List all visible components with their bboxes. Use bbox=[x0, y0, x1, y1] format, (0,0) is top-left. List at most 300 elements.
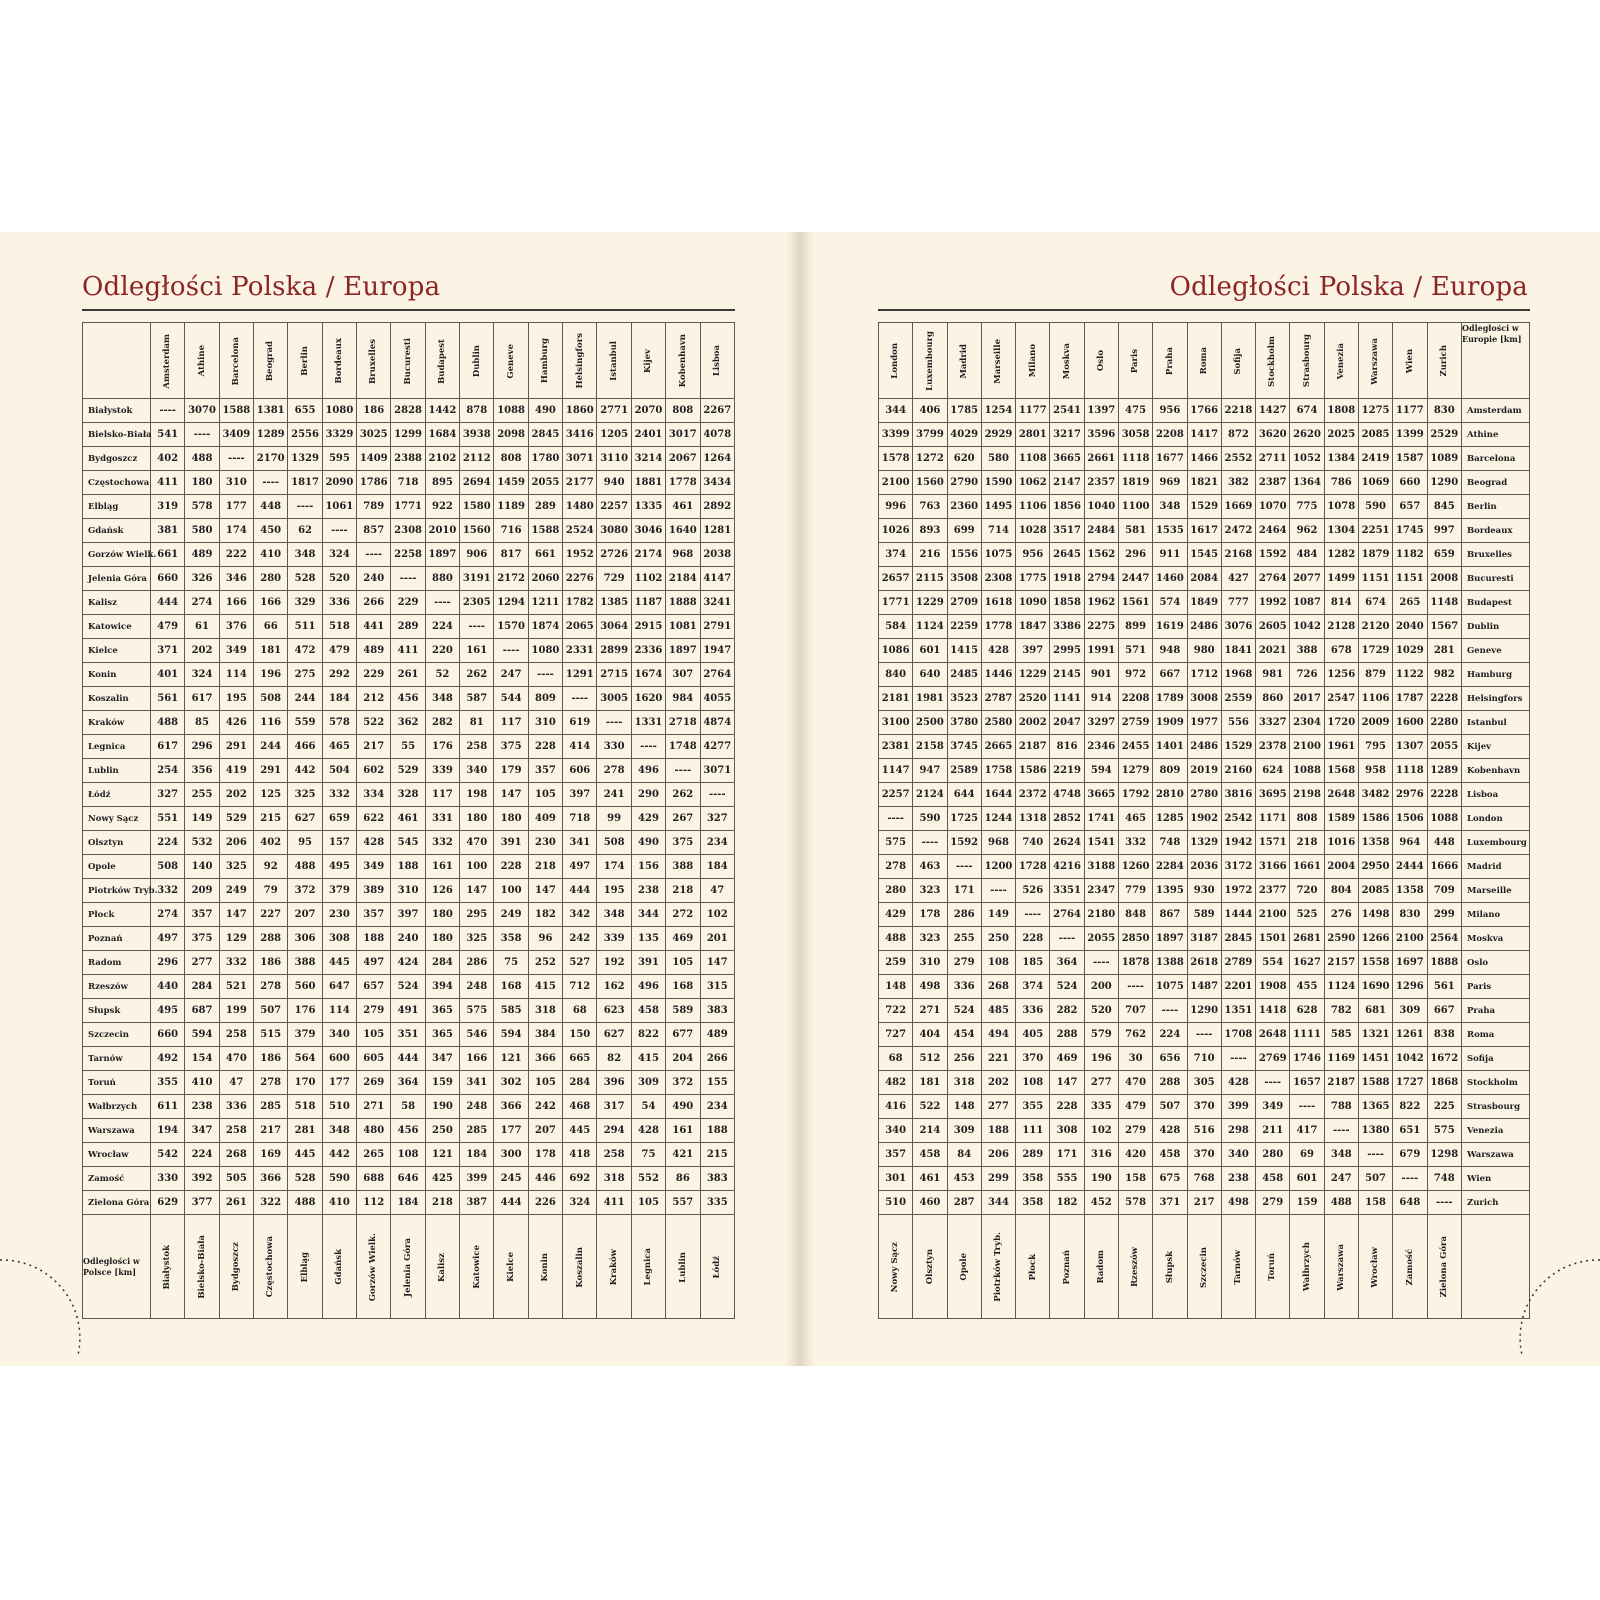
distance-cell: 1351 bbox=[1221, 999, 1255, 1023]
distance-cell: 92 bbox=[254, 855, 288, 879]
distance-cell: 2008 bbox=[1427, 567, 1462, 591]
distance-cell: 184 bbox=[700, 855, 735, 879]
distance-cell: 2810 bbox=[1153, 783, 1187, 807]
distance-cell: 441 bbox=[357, 615, 391, 639]
distance-cell: 480 bbox=[357, 1119, 391, 1143]
distance-cell: 3166 bbox=[1256, 855, 1290, 879]
row-label: Lisboa bbox=[1462, 783, 1530, 807]
row-label: Warszawa bbox=[1462, 1143, 1530, 1167]
table-row bbox=[879, 975, 1530, 999]
distance-cell: 344 bbox=[879, 399, 913, 423]
distance-cell: 268 bbox=[981, 975, 1015, 999]
row-label: Beograd bbox=[1462, 471, 1530, 495]
distance-cell: 299 bbox=[1427, 903, 1462, 927]
distance-cell: 150 bbox=[563, 1023, 597, 1047]
corner-cell bbox=[1462, 323, 1530, 399]
distance-cell: 347 bbox=[425, 1047, 459, 1071]
distance-cell: 2715 bbox=[597, 663, 631, 687]
distance-cell: 1385 bbox=[597, 591, 631, 615]
footer-header-text: Tarnów bbox=[1233, 1249, 1244, 1285]
table-row bbox=[83, 639, 735, 663]
footer-header-text: Toruń bbox=[1267, 1253, 1278, 1281]
distance-cell: 665 bbox=[563, 1047, 597, 1071]
distance-cell: 206 bbox=[981, 1143, 1015, 1167]
distance-cell: 600 bbox=[322, 1047, 356, 1071]
title-rule bbox=[82, 309, 735, 311]
distance-cell: 105 bbox=[631, 1191, 665, 1215]
distance-cell: 85 bbox=[185, 711, 219, 735]
distance-cell: 184 bbox=[391, 1191, 425, 1215]
distance-cell: 307 bbox=[666, 663, 700, 687]
distance-cell: 1285 bbox=[1153, 807, 1187, 831]
distance-cell: 301 bbox=[879, 1167, 913, 1191]
distance-cell: 379 bbox=[288, 1023, 322, 1047]
distance-cell: 182 bbox=[1050, 1191, 1084, 1215]
column-header-text: Bucuresti bbox=[402, 337, 413, 385]
distance-cell: 809 bbox=[1153, 759, 1187, 783]
distance-cell: 324 bbox=[563, 1191, 597, 1215]
distance-cell: 1977 bbox=[1187, 711, 1221, 735]
distance-cell: 184 bbox=[460, 1143, 494, 1167]
distance-cell: 1260 bbox=[1118, 855, 1152, 879]
distance-cell: 968 bbox=[666, 543, 700, 567]
distance-cell: 508 bbox=[151, 855, 185, 879]
table-row bbox=[879, 423, 1530, 447]
distance-cell: 410 bbox=[254, 543, 288, 567]
distance-cell: 384 bbox=[528, 1023, 562, 1047]
distance-cell: 498 bbox=[1221, 1191, 1255, 1215]
distance-cell: 587 bbox=[460, 687, 494, 711]
distance-cell: 327 bbox=[151, 783, 185, 807]
distance-cell: 1169 bbox=[1324, 1047, 1358, 1071]
distance-cell: 1042 bbox=[1290, 615, 1324, 639]
table-row bbox=[83, 879, 735, 903]
row-label: Moskva bbox=[1462, 927, 1530, 951]
distance-cell: 507 bbox=[1358, 1167, 1392, 1191]
distance-cell: 1897 bbox=[425, 543, 459, 567]
distance-cell: 1902 bbox=[1187, 807, 1221, 831]
distance-cell: 1466 bbox=[1187, 447, 1221, 471]
distance-cell: 2128 bbox=[1324, 615, 1358, 639]
distance-cell: 245 bbox=[494, 1167, 528, 1191]
distance-cell: 2257 bbox=[879, 783, 913, 807]
distance-cell: 580 bbox=[981, 447, 1015, 471]
distance-cell: 3596 bbox=[1084, 423, 1118, 447]
distance-cell: 3399 bbox=[879, 423, 913, 447]
row-label: Nowy Sącz bbox=[83, 807, 151, 831]
row-label: Legnica bbox=[83, 735, 151, 759]
distance-cell: 729 bbox=[597, 567, 631, 591]
distance-cell: 521 bbox=[219, 975, 253, 999]
distance-cell: 335 bbox=[700, 1191, 735, 1215]
distance-cell: 310 bbox=[913, 951, 947, 975]
table-row bbox=[83, 591, 735, 615]
distance-cell: 3351 bbox=[1050, 879, 1084, 903]
distance-cell: 214 bbox=[913, 1119, 947, 1143]
distance-cell: 399 bbox=[460, 1167, 494, 1191]
distance-cell: 1177 bbox=[1016, 399, 1050, 423]
distance-cell: 748 bbox=[1427, 1167, 1462, 1191]
distance-cell: 323 bbox=[913, 927, 947, 951]
left-page bbox=[0, 232, 800, 1366]
distance-cell: ---- bbox=[1393, 1167, 1427, 1191]
distance-cell: 428 bbox=[357, 831, 391, 855]
distance-cell: 1640 bbox=[666, 519, 700, 543]
distance-cell: 1088 bbox=[1427, 807, 1462, 831]
distance-cell: 461 bbox=[666, 495, 700, 519]
distance-cell: 2645 bbox=[1050, 543, 1084, 567]
distance-cell: 392 bbox=[185, 1167, 219, 1191]
distance-cell: 575 bbox=[460, 999, 494, 1023]
distance-cell: ---- bbox=[288, 495, 322, 519]
distance-cell: 4029 bbox=[947, 423, 981, 447]
distance-cell: 66 bbox=[254, 615, 288, 639]
distance-cell: 997 bbox=[1427, 519, 1462, 543]
distance-cell: 1808 bbox=[1324, 399, 1358, 423]
distance-cell: 557 bbox=[666, 1191, 700, 1215]
distance-cell: 585 bbox=[494, 999, 528, 1023]
distance-cell: 375 bbox=[494, 735, 528, 759]
distance-cell: 646 bbox=[391, 1167, 425, 1191]
table-row bbox=[879, 807, 1530, 831]
distance-cell: 1766 bbox=[1187, 399, 1221, 423]
distance-cell: 659 bbox=[322, 807, 356, 831]
distance-cell: 281 bbox=[1427, 639, 1462, 663]
distance-cell: 458 bbox=[1153, 1143, 1187, 1167]
distance-cell: 1856 bbox=[1050, 495, 1084, 519]
distance-cell: 161 bbox=[425, 855, 459, 879]
distance-cell: 188 bbox=[391, 855, 425, 879]
distance-cell: 1708 bbox=[1221, 1023, 1255, 1047]
distance-cell: 1081 bbox=[666, 615, 700, 639]
distance-cell: ---- bbox=[947, 855, 981, 879]
distance-cell: 308 bbox=[322, 927, 356, 951]
distance-cell: 261 bbox=[219, 1191, 253, 1215]
distance-cell: 2764 bbox=[1050, 903, 1084, 927]
distance-cell: 1992 bbox=[1256, 591, 1290, 615]
distance-cell: 185 bbox=[1016, 951, 1050, 975]
distance-cell: 1080 bbox=[322, 399, 356, 423]
footer-header bbox=[563, 1215, 597, 1319]
distance-cell: 166 bbox=[460, 1047, 494, 1071]
distance-cell: 590 bbox=[322, 1167, 356, 1191]
distance-cell: 1787 bbox=[1393, 687, 1427, 711]
distance-cell: 1657 bbox=[1290, 1071, 1324, 1095]
distance-cell: 518 bbox=[288, 1095, 322, 1119]
distance-cell: 1062 bbox=[1016, 471, 1050, 495]
column-header-text: Sofija bbox=[1233, 347, 1244, 375]
distance-cell: 1588 bbox=[219, 399, 253, 423]
distance-cell: 1592 bbox=[1256, 543, 1290, 567]
footer-header-text: Białystok bbox=[162, 1244, 173, 1290]
distance-cell: 511 bbox=[288, 615, 322, 639]
distance-cell: 930 bbox=[1187, 879, 1221, 903]
distance-cell: 623 bbox=[597, 999, 631, 1023]
distance-cell: 1290 bbox=[1427, 471, 1462, 495]
distance-cell: 518 bbox=[322, 615, 356, 639]
distance-cell: 911 bbox=[1153, 543, 1187, 567]
distance-cell: 207 bbox=[528, 1119, 562, 1143]
distance-cell: 168 bbox=[666, 975, 700, 999]
distance-cell: 1294 bbox=[494, 591, 528, 615]
corner-note-text: Odległości w Europie [km] bbox=[1462, 323, 1522, 344]
distance-cell: 541 bbox=[151, 423, 185, 447]
distance-cell: 2388 bbox=[391, 447, 425, 471]
footer-header-text: Radom bbox=[1096, 1250, 1107, 1284]
distance-cell: 1908 bbox=[1256, 975, 1290, 999]
distance-cell: 2726 bbox=[597, 543, 631, 567]
distance-cell: 1567 bbox=[1427, 615, 1462, 639]
distance-cell: 507 bbox=[254, 999, 288, 1023]
distance-cell: 722 bbox=[879, 999, 913, 1023]
distance-cell: 3071 bbox=[700, 759, 735, 783]
distance-cell: 266 bbox=[357, 591, 391, 615]
distance-cell: 3100 bbox=[879, 711, 913, 735]
distance-cell: 1279 bbox=[1118, 759, 1152, 783]
row-label: Rzeszów bbox=[83, 975, 151, 999]
distance-cell: 402 bbox=[254, 831, 288, 855]
row-label: Elbląg bbox=[83, 495, 151, 519]
table-row bbox=[879, 639, 1530, 663]
row-label: Praha bbox=[1462, 999, 1530, 1023]
distance-cell: 414 bbox=[563, 735, 597, 759]
distance-cell: 3695 bbox=[1256, 783, 1290, 807]
distance-cell: 1111 bbox=[1290, 1023, 1324, 1047]
distance-cell: 262 bbox=[460, 663, 494, 687]
distance-cell: 2040 bbox=[1393, 615, 1427, 639]
distance-cell: 1674 bbox=[631, 663, 665, 687]
footer-header-text: Bydgoszcz bbox=[231, 1242, 242, 1292]
distance-cell: 644 bbox=[947, 783, 981, 807]
distance-cell: 2036 bbox=[1187, 855, 1221, 879]
distance-cell: 202 bbox=[185, 639, 219, 663]
distance-cell: 2304 bbox=[1290, 711, 1324, 735]
distance-cell: 405 bbox=[1016, 1023, 1050, 1047]
distance-cell: 488 bbox=[879, 927, 913, 951]
distance-cell: 279 bbox=[947, 951, 981, 975]
distance-cell: 349 bbox=[357, 855, 391, 879]
distance-cell: 510 bbox=[879, 1191, 913, 1215]
distance-cell: 1878 bbox=[1118, 951, 1152, 975]
distance-cell: 674 bbox=[1290, 399, 1324, 423]
distance-cell: 3080 bbox=[597, 519, 631, 543]
distance-cell: 1307 bbox=[1393, 735, 1427, 759]
distance-cell: 1171 bbox=[1256, 807, 1290, 831]
distance-cell: 2308 bbox=[391, 519, 425, 543]
distance-cell: 2098 bbox=[494, 423, 528, 447]
distance-cell: 578 bbox=[1118, 1191, 1152, 1215]
distance-cell: 2845 bbox=[528, 423, 562, 447]
distance-cell: 216 bbox=[913, 543, 947, 567]
distance-cell: 105 bbox=[357, 1023, 391, 1047]
distance-cell: 1487 bbox=[1187, 975, 1221, 999]
distance-cell: 594 bbox=[185, 1023, 219, 1047]
table-row bbox=[879, 999, 1530, 1023]
distance-cell: 382 bbox=[1221, 471, 1255, 495]
distance-cell: 720 bbox=[1290, 879, 1324, 903]
distance-cell: 1684 bbox=[425, 423, 459, 447]
distance-cell: 1289 bbox=[254, 423, 288, 447]
footer-header bbox=[700, 1215, 735, 1319]
distance-cell: 280 bbox=[1256, 1143, 1290, 1167]
table-row bbox=[83, 975, 735, 999]
distance-cell: 1499 bbox=[1324, 567, 1358, 591]
distance-cell: 497 bbox=[357, 951, 391, 975]
distance-cell: 188 bbox=[700, 1119, 735, 1143]
distance-cell: 409 bbox=[528, 807, 562, 831]
distance-cell: 1291 bbox=[563, 663, 597, 687]
distance-cell: 1086 bbox=[879, 639, 913, 663]
distance-cell: 2100 bbox=[879, 471, 913, 495]
distance-cell: 2347 bbox=[1084, 879, 1118, 903]
footer-header bbox=[1084, 1215, 1118, 1319]
distance-cell: 1026 bbox=[879, 519, 913, 543]
distance-cell: 775 bbox=[1290, 495, 1324, 519]
distance-cell: 1600 bbox=[1393, 711, 1427, 735]
distance-cell: 445 bbox=[322, 951, 356, 975]
distance-cell: 709 bbox=[1427, 879, 1462, 903]
distance-cell: 1480 bbox=[563, 495, 597, 519]
distance-cell: ---- bbox=[425, 591, 459, 615]
distance-cell: 105 bbox=[528, 783, 562, 807]
distance-cell: 2620 bbox=[1290, 423, 1324, 447]
distance-cell: 1409 bbox=[357, 447, 391, 471]
distance-cell: 159 bbox=[1290, 1191, 1324, 1215]
distance-cell: 238 bbox=[631, 879, 665, 903]
distance-cell: 209 bbox=[185, 879, 219, 903]
distance-cell: 674 bbox=[1358, 591, 1392, 615]
distance-cell: 2002 bbox=[1016, 711, 1050, 735]
distance-cell: 218 bbox=[425, 1191, 459, 1215]
distance-cell: 351 bbox=[391, 1023, 425, 1047]
distance-cell: 3665 bbox=[1084, 783, 1118, 807]
distance-cell: 344 bbox=[631, 903, 665, 927]
distance-cell: 267 bbox=[666, 807, 700, 831]
distance-cell: 102 bbox=[700, 903, 735, 927]
distance-cell: 2899 bbox=[597, 639, 631, 663]
distance-cell: 482 bbox=[879, 1071, 913, 1095]
distance-cell: 2251 bbox=[1358, 519, 1392, 543]
distance-cell: 1571 bbox=[1256, 831, 1290, 855]
distance-cell: 2019 bbox=[1187, 759, 1221, 783]
distance-cell: 969 bbox=[1153, 471, 1187, 495]
distance-cell: 256 bbox=[947, 1047, 981, 1071]
distance-cell: ---- bbox=[879, 807, 913, 831]
distance-cell: 1244 bbox=[981, 807, 1015, 831]
distance-cell: 217 bbox=[254, 1119, 288, 1143]
distance-cell: 3188 bbox=[1084, 855, 1118, 879]
distance-cell: 617 bbox=[151, 735, 185, 759]
distance-cell: 2995 bbox=[1050, 639, 1084, 663]
distance-cell: 325 bbox=[219, 855, 253, 879]
distance-cell: 1620 bbox=[631, 687, 665, 711]
distance-cell: 1697 bbox=[1393, 951, 1427, 975]
corner-note-text: Odległości w Polsce [km] bbox=[83, 1255, 140, 1277]
distance-cell: 366 bbox=[254, 1167, 288, 1191]
column-header bbox=[254, 323, 288, 399]
distance-cell: 497 bbox=[563, 855, 597, 879]
footer-header bbox=[981, 1215, 1015, 1319]
distance-cell: 1364 bbox=[1290, 471, 1324, 495]
distance-cell: 2077 bbox=[1290, 567, 1324, 591]
distance-cell: 2624 bbox=[1050, 831, 1084, 855]
row-label: Kobenhavn bbox=[1462, 759, 1530, 783]
distance-cell: 1016 bbox=[1324, 831, 1358, 855]
distance-cell: 1211 bbox=[528, 591, 562, 615]
distance-cell: 1495 bbox=[981, 495, 1015, 519]
column-header-text: Wien bbox=[1404, 348, 1415, 374]
distance-cell: 396 bbox=[597, 1071, 631, 1095]
distance-cell: 914 bbox=[1084, 687, 1118, 711]
distance-cell: 2485 bbox=[947, 663, 981, 687]
distance-cell: 217 bbox=[1187, 1191, 1221, 1215]
row-label: Marseille bbox=[1462, 879, 1530, 903]
distance-cell: 305 bbox=[1187, 1071, 1221, 1095]
distance-cell: 648 bbox=[1393, 1191, 1427, 1215]
distance-cell: 244 bbox=[254, 735, 288, 759]
distance-cell: 524 bbox=[947, 999, 981, 1023]
distance-cell: 2308 bbox=[981, 567, 1015, 591]
column-header-text: Lisboa bbox=[712, 345, 722, 377]
distance-cell: 602 bbox=[357, 759, 391, 783]
distance-cell: ---- bbox=[391, 567, 425, 591]
distance-cell: 1972 bbox=[1221, 879, 1255, 903]
distance-cell: 420 bbox=[1118, 1143, 1152, 1167]
row-label: Gorzów Wielk. bbox=[83, 543, 151, 567]
distance-cell: 371 bbox=[151, 639, 185, 663]
row-label: Słupsk bbox=[83, 999, 151, 1023]
footer-header bbox=[1393, 1215, 1427, 1319]
distance-cell: 289 bbox=[528, 495, 562, 519]
distance-cell: 2280 bbox=[1427, 711, 1462, 735]
distance-cell: 402 bbox=[151, 447, 185, 471]
footer-header-text: Płock bbox=[1027, 1253, 1038, 1281]
table-row bbox=[83, 471, 735, 495]
distance-cell: 62 bbox=[288, 519, 322, 543]
distance-cell: 3416 bbox=[563, 423, 597, 447]
distance-cell: 4055 bbox=[700, 687, 735, 711]
distance-cell: 356 bbox=[185, 759, 219, 783]
distance-cell: 660 bbox=[1393, 471, 1427, 495]
distance-cell: 279 bbox=[1256, 1191, 1290, 1215]
row-label: Poznań bbox=[83, 927, 151, 951]
distance-cell: 265 bbox=[1393, 591, 1427, 615]
distance-cell: 452 bbox=[1084, 1191, 1118, 1215]
distance-cell: 1399 bbox=[1393, 423, 1427, 447]
distance-cell: ---- bbox=[1427, 1191, 1462, 1215]
distance-cell: 479 bbox=[1118, 1095, 1152, 1119]
distance-cell: 383 bbox=[700, 999, 735, 1023]
distance-cell: 300 bbox=[494, 1143, 528, 1167]
distance-cell: 489 bbox=[357, 639, 391, 663]
column-header bbox=[981, 323, 1015, 399]
table-row bbox=[83, 927, 735, 951]
distance-cell: 289 bbox=[391, 615, 425, 639]
distance-cell: 1282 bbox=[1324, 543, 1358, 567]
distance-cell: 458 bbox=[913, 1143, 947, 1167]
distance-cell: 306 bbox=[288, 927, 322, 951]
distance-cell: 1088 bbox=[1290, 759, 1324, 783]
distance-cell: 125 bbox=[254, 783, 288, 807]
distance-cell: 699 bbox=[947, 519, 981, 543]
distance-cell: 318 bbox=[528, 999, 562, 1023]
distance-cell: 1446 bbox=[981, 663, 1015, 687]
distance-cell: 606 bbox=[563, 759, 597, 783]
distance-cell: 2228 bbox=[1427, 783, 1462, 807]
distance-cell: 2520 bbox=[1016, 687, 1050, 711]
distance-cell: 341 bbox=[563, 831, 597, 855]
distance-cell: 442 bbox=[288, 759, 322, 783]
